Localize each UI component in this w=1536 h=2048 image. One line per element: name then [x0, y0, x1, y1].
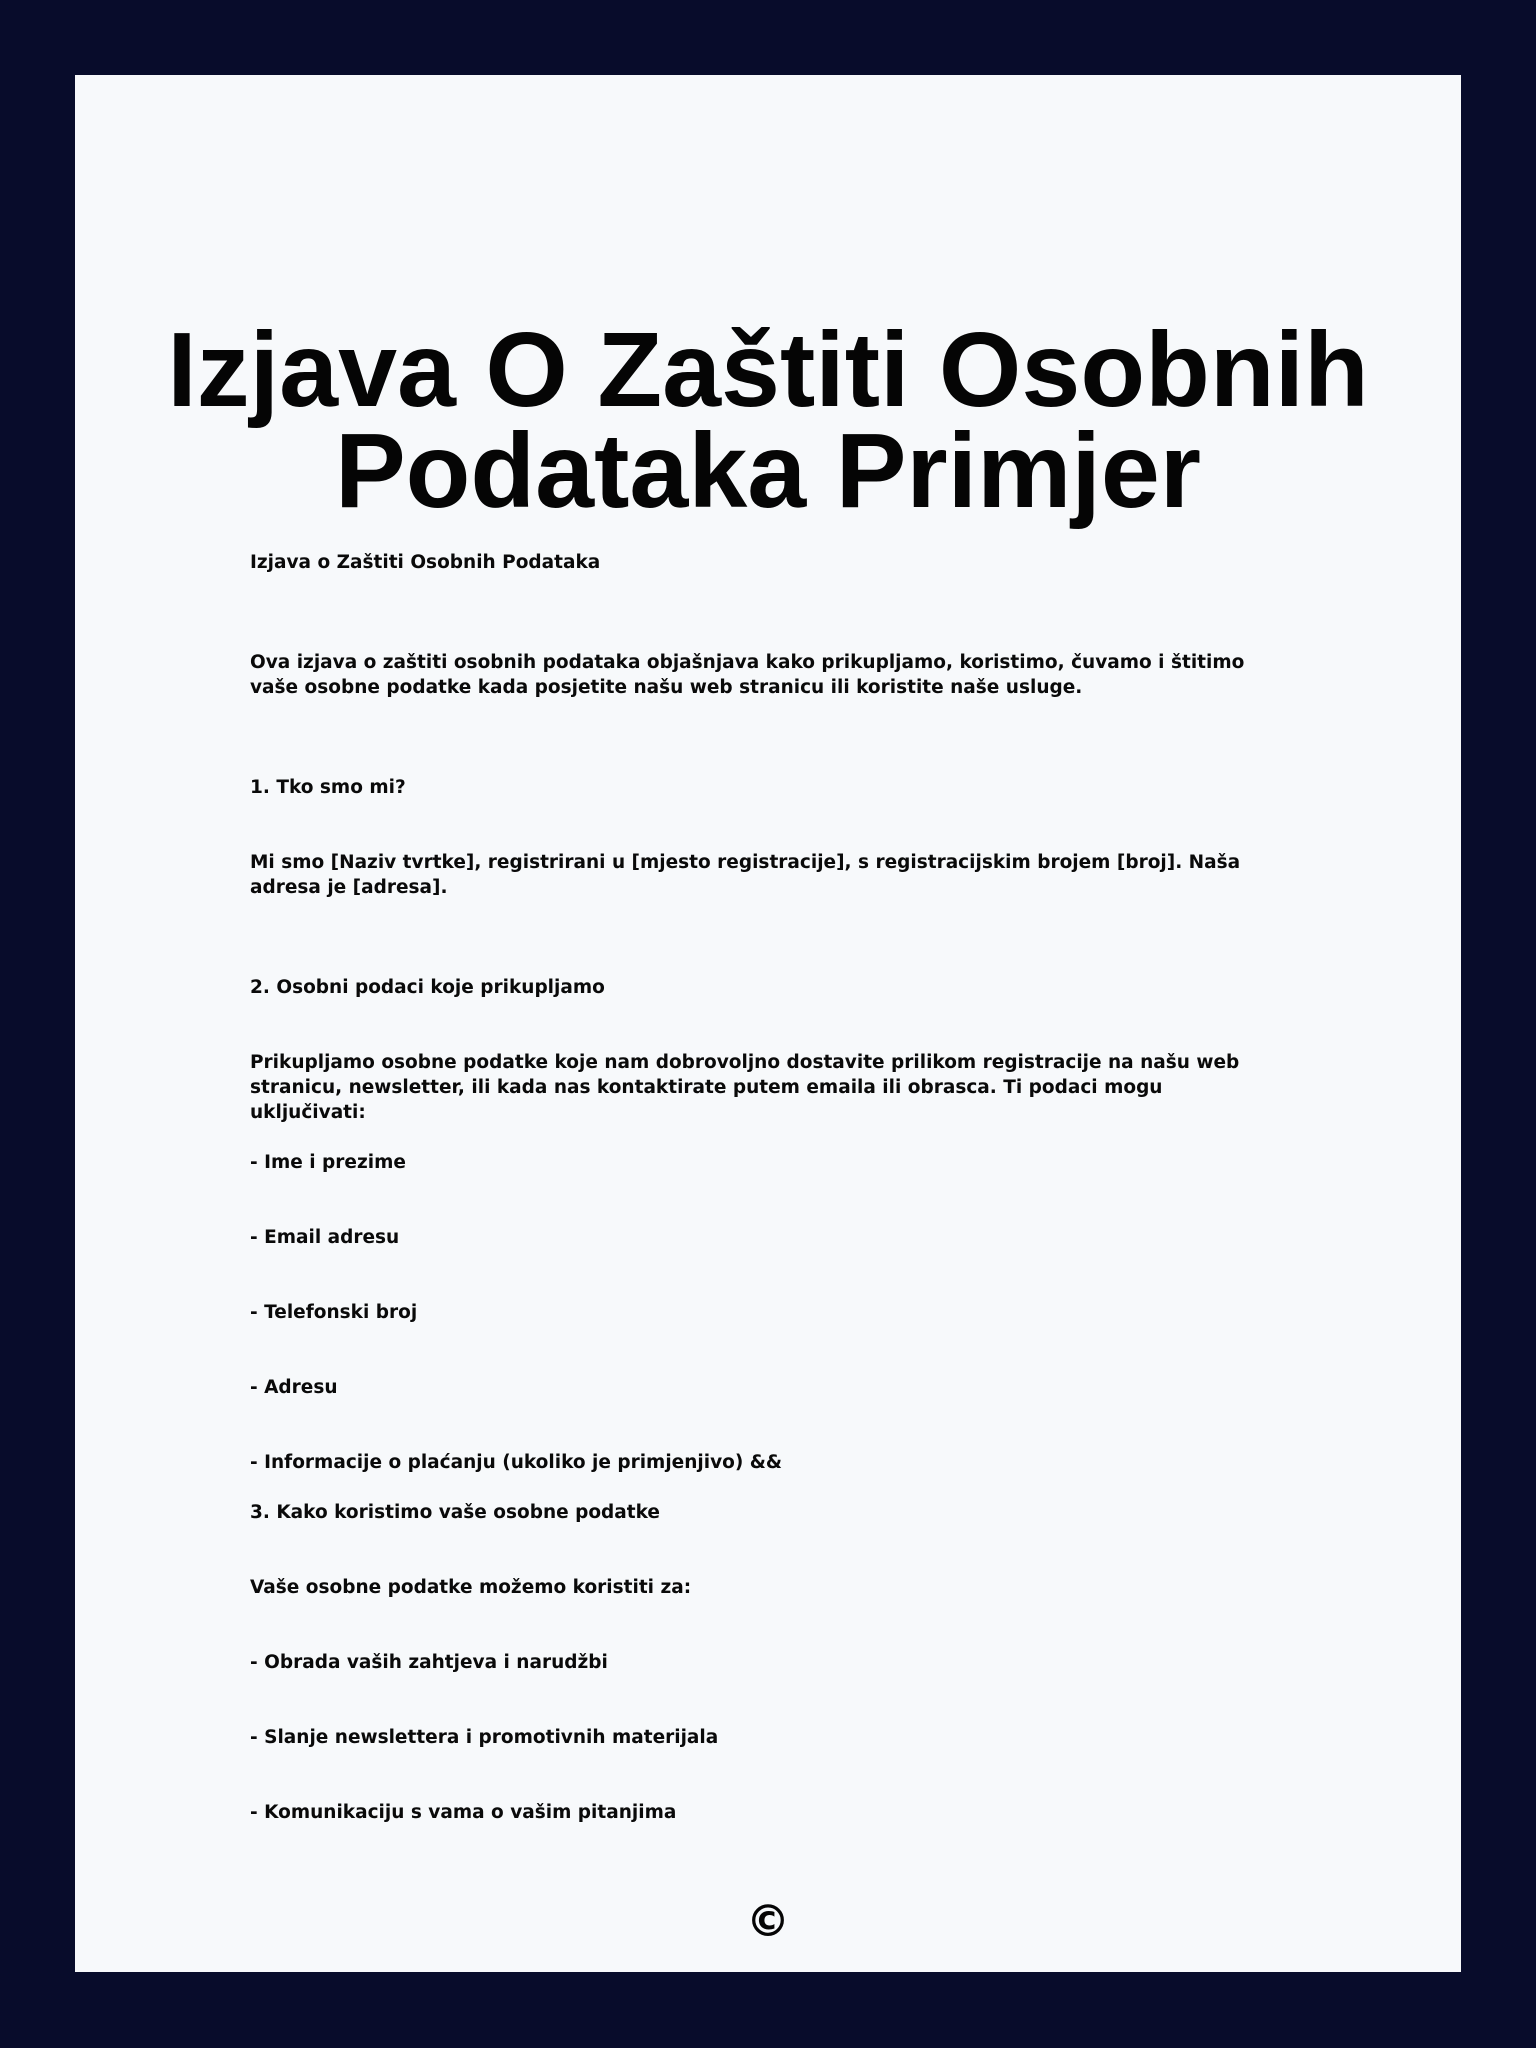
section-2-text: Prikupljamo osobne podatke koje nam dobrovoljno dostavite prilikom registracije na našu web stranicu, newsletter, ili kada nas kontaktirate putem emaila ili obrasca. Ti podaci mogu uključivati:	[250, 1052, 1240, 1123]
section-1-heading: 1. Tko smo mi?	[250, 777, 406, 798]
list-item: - Komunikaciju s vama o vašim pitanjima	[250, 1802, 677, 1823]
copyright-icon: ©	[746, 1896, 790, 1947]
document-heading: Izjava o Zaštiti Osobnih Podataka	[250, 552, 601, 573]
list-item: - Adresu	[250, 1377, 338, 1398]
list-item: - Obrada vaših zahtjeva i narudžbi	[250, 1652, 608, 1673]
list-item: - Slanje newslettera i promotivnih materijala	[250, 1727, 719, 1748]
section-2-heading: 2. Osobni podaci koje prikupljamo	[250, 977, 605, 998]
list-item: - Email adresu	[250, 1227, 400, 1248]
document-title: Izjava O Zaštiti Osobnih Podataka Primjer	[167, 311, 1369, 530]
list-item: - Informacije o plaćanju (ukoliko je primjenjivo) &&	[250, 1452, 783, 1473]
list-item: - Telefonski broj	[250, 1302, 418, 1323]
intro-paragraph: Ova izjava o zaštiti osobnih podataka objašnjava kako prikupljamo, koristimo, čuvamo i štitimo vaše osobne podatke kada posjetite našu web stranicu ili koristite naše usluge.	[250, 652, 1245, 698]
section-3-heading: 3. Kako koristimo vaše osobne podatke	[250, 1502, 660, 1523]
section-3-text: Vaše osobne podatke možemo koristiti za:	[250, 1577, 692, 1598]
document-page	[75, 75, 1461, 1972]
list-item: - Ime i prezime	[250, 1152, 406, 1173]
section-1-text: Mi smo [Naziv tvrtke], registrirani u [mjesto registracije], s registracijskim brojem [broj]. Naša adresa je [adresa].	[250, 852, 1241, 898]
